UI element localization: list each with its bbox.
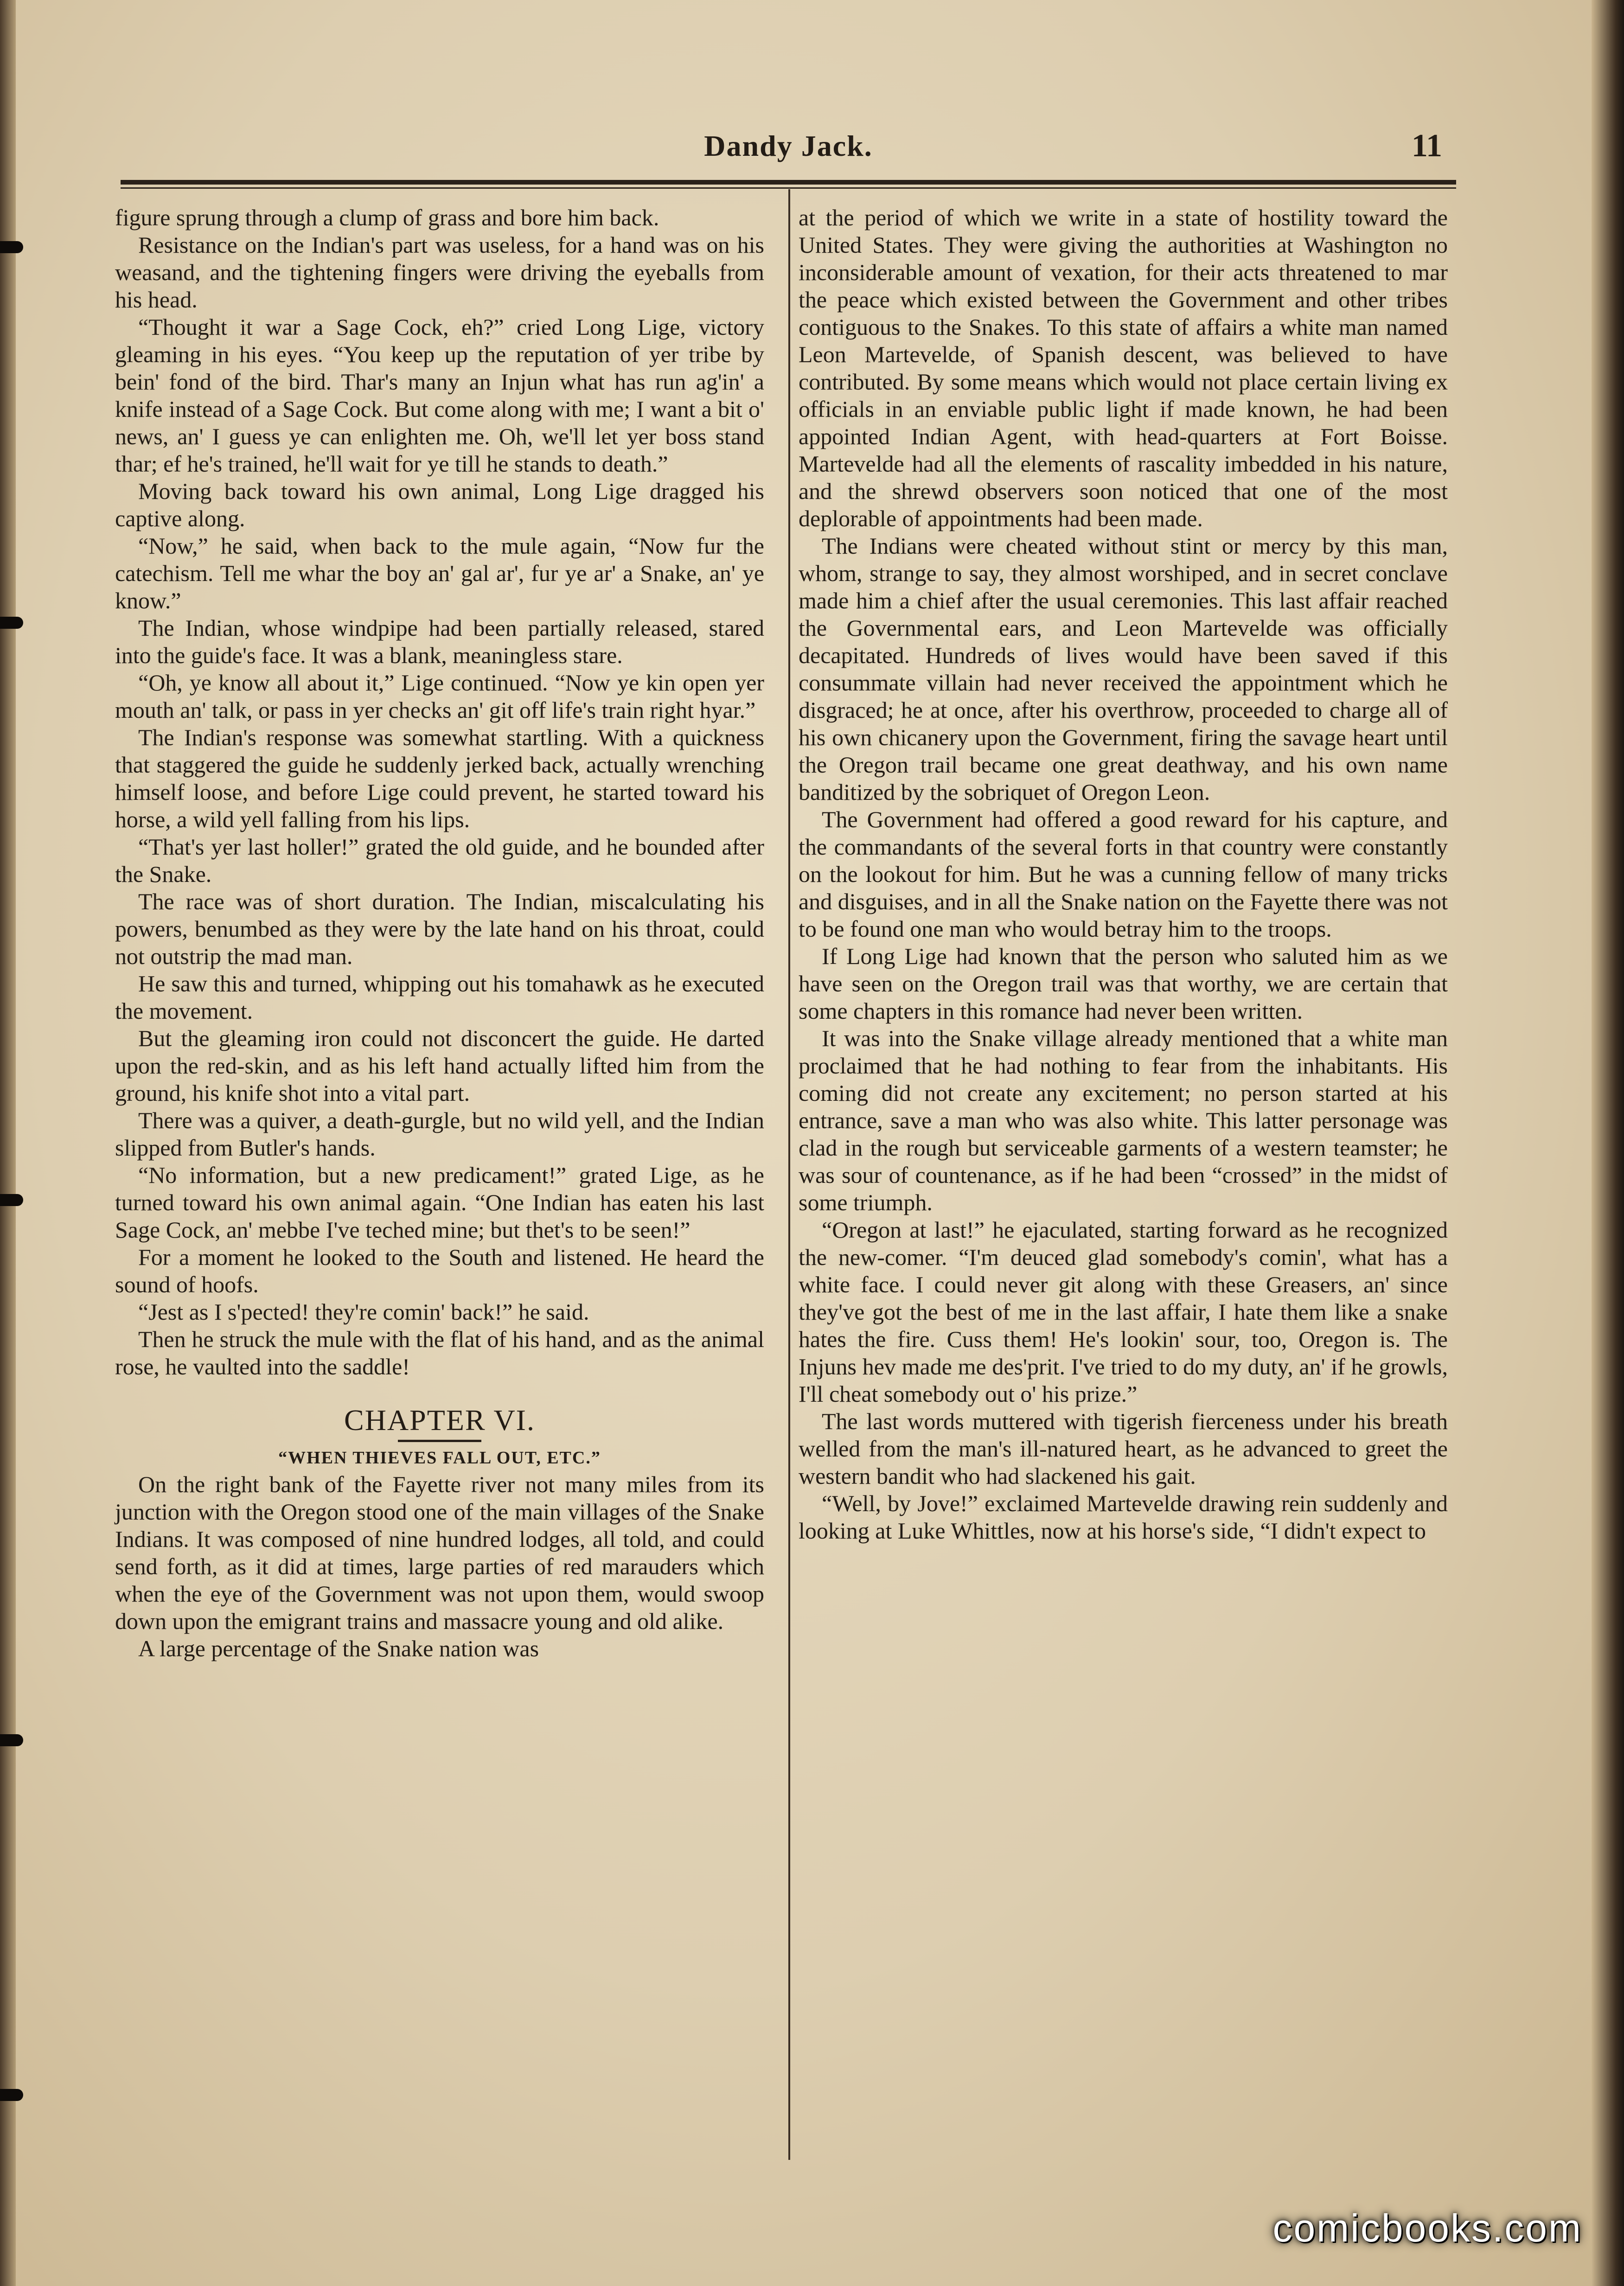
paragraph: There was a quiver, a death-gurgle, but no wild yell, and the Indian slipped from Butler's hands. [115, 1107, 764, 1161]
paragraph: The race was of short duration. The Indian, miscalculating his powers, benumbed as they were by the late hand on his throat, could not outstrip the mad man. [115, 888, 764, 969]
paragraph: If Long Lige had known that the person who saluted him as we have seen on the Oregon trail was that worthy, we are certain that some chapters in this romance had never been written. [799, 943, 1448, 1024]
paragraph: Moving back toward his own animal, Long Lige dragged his captive along. [115, 478, 764, 531]
paragraph: “That's yer last holler!” grated the old guide, and he bounded after the Snake. [115, 834, 764, 887]
paragraph: It was into the Snake village already mentioned that a white man proclaimed that he had nothing to fear from the inhabitants. His coming did not create any excitement; no person started at his entrance, save a man who was also white. This latter personage was clad in the rough but serviceable garments of a western teamster; he was sour of countenance, as if he had been “crossed” in the midst of some triumph. [799, 1025, 1448, 1215]
binding-hole [0, 241, 23, 253]
header-rule [121, 180, 1456, 185]
paragraph: The last words muttered with tigerish fierceness under his breath welled from the man's ill-natured heart, as he advanced to greet the western bandit who had slackened his gait. [799, 1408, 1448, 1489]
binding-hole [0, 1734, 23, 1746]
chapter-subtitle: “WHEN THIEVES FALL OUT, ETC.” [278, 1448, 601, 1468]
paragraph: “Oh, ye know all about it,” Lige continued. “Now ye kin open yer mouth an' talk, or pass in yer checks an' git off life's train right hyar.” [115, 670, 764, 723]
page-left-edge [0, 0, 16, 2286]
binding-hole [0, 1194, 23, 1206]
paragraph: “Oregon at last!” he ejaculated, starting forward as he recognized the new-comer. “I'm deuced glad somebody's comin', what has a white face. I could never git along with these Greasers, an' since they've got the best of me in the last affair, I hate them like a snake hates the fire. Cuss them! He's lookin' sour, too, Oregon is. The Injuns hev made me des'prit. I've tried to do my duty, an' if he growls, I'll cheat somebody out o' his prize.” [799, 1217, 1448, 1407]
paragraph: The Indian's response was somewhat startling. With a quickness that staggered the guide he suddenly jerked back, actually wrenching himself loose, and before Lige could prevent, he started toward his horse, a wild yell falling from his lips. [115, 724, 764, 832]
page-right-edge [1592, 0, 1624, 2286]
watermark-text: comicbooks.com [1272, 2206, 1582, 2250]
page-number: 11 [1411, 128, 1442, 164]
paragraph: For a moment he looked to the South and listened. He heard the sound of hoofs. [115, 1244, 764, 1297]
chapter-heading: CHAPTER VI. [344, 1404, 535, 1437]
paragraph: The Indians were cheated without stint or mercy by this man, whom, strange to say, they almost worshiped, and in secret conclave made him a chief after the usual ceremonies. This last affair reached the Governmental ears, and Leon Martevelde was officially decapitated. Hundreds of lives would have been saved if this consummate villain had never received the appointment which he disgraced; he at once, after his overthrow, proceeded to charge all of his own chicanery upon the Government, firing the savage heart until the Oregon trail became one great deathway, and his own name banditized by the sobriquet of Oregon Leon. [799, 533, 1448, 805]
right-column [799, 204, 1448, 1545]
left-column [115, 204, 764, 1662]
paragraph: “Now,” he said, when back to the mule again, “Now fur the catechism. Tell me whar the boy an' gal ar', fur ye ar' a Snake, an' ye know.” [115, 533, 764, 613]
paragraph: A large percentage of the Snake nation was [138, 1635, 539, 1661]
paragraph: Resistance on the Indian's part was useless, for a hand was on his weasand, and the tightening fingers were driving the eyeballs from his head. [115, 232, 764, 313]
paragraph: On the right bank of the Fayette river not many miles from its junction with the Oregon stood one of the main villages of the Snake Indians. It was composed of nine hundred lodges, all told, and could send forth, as it did at times, large parties of red marauders which when the eye of the Government was not upon them, would swoop down upon the emigrant trains and massacre young and old alike. [115, 1471, 764, 1634]
paragraph: “No information, but a new predicament!” grated Lige, as he turned toward his own animal again. “One Indian has eaten his last Sage Cock, an' mebbe I've teched mine; but thet's to be seen!” [115, 1162, 764, 1243]
paragraph: “Jest as I s'pected! they're comin' back!” he said. [138, 1299, 589, 1325]
running-title: Dandy Jack. [704, 129, 873, 162]
binding-hole [0, 2089, 23, 2101]
paragraph: “Well, by Jove!” exclaimed Martevelde drawing rein suddenly and looking at Luke Whittles, now at his horse's side, “I didn't expect to [799, 1490, 1448, 1544]
paragraph: He saw this and turned, whipping out his tomahawk as he executed the movement. [115, 971, 764, 1024]
paragraph: “Thought it war a Sage Cock, eh?” cried Long Lige, victory gleaming in his eyes. “You keep up the reputation of yer tribe by bein' fond of the bird. Thar's many an Injun what has run ag'in' a knife instead of a Sage Cock. But come along with me; I want a bit o' news, an' I guess ye can enlighten me. Oh, we'll let yer boss stand thar; ef he's trained, he'll wait for ye till he stands to death.” [115, 314, 764, 477]
paragraph: But the gleaming iron could not disconcert the guide. He darted upon the red-skin, and as his left hand actually lifted him from the ground, his knife shot into a vital part. [115, 1025, 764, 1106]
column-divider [788, 189, 790, 2160]
binding-hole [0, 617, 23, 629]
paragraph: figure sprung through a clump of grass and bore him back. [115, 204, 659, 230]
page-header [121, 125, 1456, 172]
paragraph: at the period of which we write in a state of hostility toward the United States. They were giving the authorities at Washington no inconsiderable amount of vexation, for their acts threatened to mar the peace which existed between the Government and other tribes contiguous to the Snakes. To this state of affairs a white man named Leon Martevelde, of Spanish descent, was believed to have contributed. By some means which would not place certain living ex officials in an enviable public light if made known, he had been appointed Indian Agent, with head-quarters at Fort Boisse. Martevelde had all the elements of rascality imbedded in his nature, and the shrewd observers soon noticed that one of the most deplorable of appointments had been made. [799, 204, 1448, 531]
paragraph: The Indian, whose windpipe had been partially released, stared into the guide's face. It was a blank, meaningless stare. [115, 615, 764, 668]
chapter-heading-rule [398, 1440, 481, 1442]
header-rule-thin [121, 187, 1456, 189]
paragraph: The Government had offered a good reward for his capture, and the commandants of the several forts in that country were constantly on the lookout for him. But he was a cunning fellow of many tricks and disguises, and in all the Snake nation on the Fayette there was not to be found one man who would betray him to the troops. [799, 806, 1448, 942]
paragraph: Then he struck the mule with the flat of his hand, and as the animal rose, he vaulted into the saddle! [115, 1326, 764, 1379]
